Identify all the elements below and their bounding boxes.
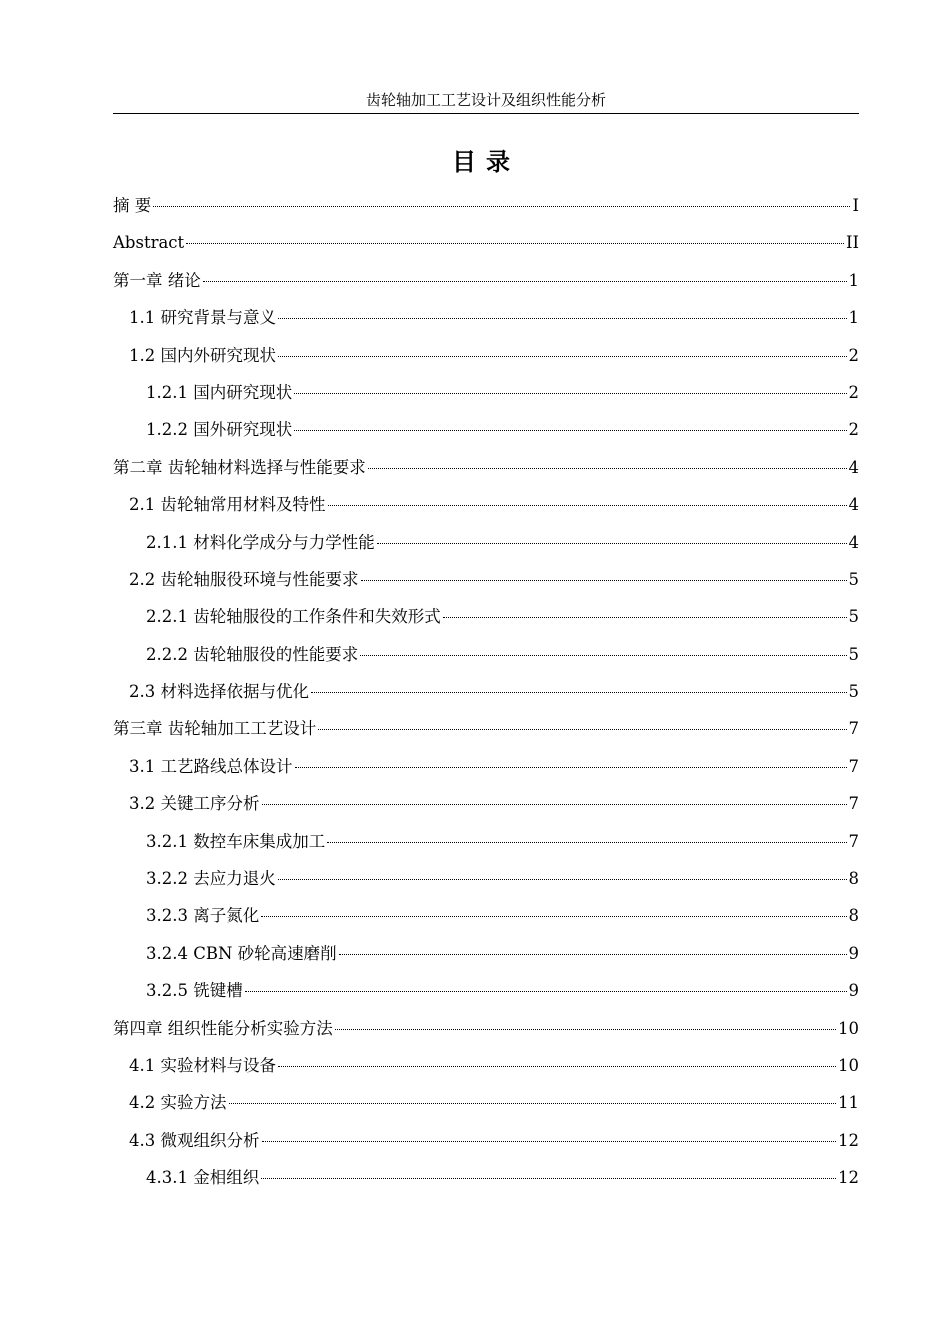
toc-entry[interactable] (113, 1084, 859, 1121)
toc-entry-label: 2.1 齿轮轴常用材料及特性 (129, 495, 326, 515)
toc-entry[interactable] (113, 1047, 859, 1084)
toc-dot-leader (294, 430, 846, 431)
toc-entry-label: 2.2 齿轮轴服役环境与性能要求 (129, 569, 359, 589)
toc-entry-label: 4.3 微观组织分析 (129, 1130, 260, 1150)
toc-entry-page: I (852, 196, 859, 215)
toc-dot-leader (327, 842, 846, 843)
toc-entry-label: Abstract (113, 233, 185, 253)
toc-entry-page: 4 (848, 532, 859, 552)
toc-entry[interactable] (113, 710, 859, 747)
toc-entry-page: 2 (848, 420, 859, 440)
toc-entry-page: 5 (848, 607, 859, 627)
toc-entry[interactable] (113, 935, 859, 972)
toc-entry[interactable] (113, 673, 859, 710)
toc-entry-label: 1.2 国内外研究现状 (129, 345, 276, 365)
toc-entry[interactable] (113, 374, 859, 411)
toc-entry[interactable] (113, 897, 859, 934)
toc-entry-label: 3.2.3 离子氮化 (146, 906, 260, 926)
toc-dot-leader (186, 243, 844, 244)
toc-entry[interactable] (113, 449, 859, 486)
toc-entry-label: 第一章 绪论 (113, 270, 201, 290)
toc-dot-leader (261, 1178, 836, 1179)
toc-dot-leader (311, 692, 847, 693)
toc-dot-leader (278, 318, 847, 319)
toc-entry[interactable] (113, 598, 859, 635)
toc-entry-label: 3.2.4 CBN 砂轮高速磨削 (146, 943, 337, 963)
toc-entry-label: 2.3 材料选择依据与优化 (129, 682, 309, 702)
toc-entry[interactable] (113, 1010, 859, 1047)
toc-entry-page: 12 (838, 1130, 859, 1150)
toc-entry-label: 3.2.2 去应力退火 (146, 869, 276, 889)
toc-entry-page: 5 (848, 569, 859, 589)
toc-entry-page: 7 (848, 719, 859, 739)
toc-entry[interactable] (113, 561, 859, 598)
toc-entry-page: 11 (838, 1093, 859, 1113)
toc-entry-page: 7 (848, 794, 859, 814)
toc-entry-label: 2.2.2 齿轮轴服役的性能要求 (146, 644, 359, 664)
toc-entry[interactable] (113, 411, 859, 448)
toc-entry-label: 第四章 组织性能分析实验方法 (113, 1018, 333, 1038)
toc-entry-page: 10 (838, 1018, 859, 1038)
toc-entry[interactable] (113, 636, 859, 673)
toc-entry-page: 7 (848, 756, 859, 776)
header-rule (113, 113, 859, 114)
toc-dot-leader (295, 767, 847, 768)
toc-entry-page: II (845, 233, 859, 253)
toc-entry[interactable] (113, 187, 859, 224)
toc-entry[interactable] (113, 486, 859, 523)
toc-dot-leader (278, 1066, 836, 1067)
toc-entry-page: 1 (848, 270, 859, 290)
toc-entry-page: 5 (848, 644, 859, 664)
toc-entry[interactable] (113, 748, 859, 785)
toc-entry-page: 1 (848, 308, 859, 328)
toc-dot-leader (203, 281, 847, 282)
running-header: 齿轮轴加工工艺设计及组织性能分析 (365, 91, 606, 109)
toc-entry-page: 2 (848, 345, 859, 365)
toc-dot-leader (278, 356, 847, 357)
toc-entry-label: 摘 要 (113, 196, 152, 215)
toc-dot-leader (377, 543, 847, 544)
toc-entry[interactable] (113, 524, 859, 561)
toc-entry[interactable] (113, 299, 859, 336)
toc-entry[interactable] (113, 972, 859, 1009)
toc-dot-leader (335, 1029, 836, 1030)
toc-entry[interactable] (113, 785, 859, 822)
toc-entry-label: 3.1 工艺路线总体设计 (129, 756, 293, 776)
toc-dot-leader (339, 954, 847, 955)
toc-dot-leader (361, 580, 847, 581)
toc-entry-label: 4.2 实验方法 (129, 1093, 227, 1113)
toc-dot-leader (328, 505, 847, 506)
toc-dot-leader (360, 655, 846, 656)
toc-dot-leader (294, 393, 846, 394)
toc-entry-label: 3.2.1 数控车床集成加工 (146, 831, 326, 851)
toc-entry-label: 第二章 齿轮轴材料选择与性能要求 (113, 457, 366, 477)
toc-entry-label: 2.2.1 齿轮轴服役的工作条件和失效形式 (146, 607, 441, 627)
toc-entry[interactable] (113, 823, 859, 860)
toc-entry-label: 第三章 齿轮轴加工工艺设计 (113, 719, 317, 739)
toc-entry-page: 8 (848, 869, 859, 889)
toc-entry[interactable] (113, 1122, 859, 1159)
toc-dot-leader (262, 1141, 837, 1142)
toc-dot-leader (245, 991, 847, 992)
toc-entry-label: 2.1.1 材料化学成分与力学性能 (146, 532, 375, 552)
toc-entry[interactable] (113, 337, 859, 374)
toc-entry-page: 9 (848, 943, 859, 963)
toc-entry-page: 4 (848, 495, 859, 515)
toc-dot-leader (368, 468, 847, 469)
toc-dot-leader (262, 804, 847, 805)
toc-dot-leader (443, 617, 847, 618)
toc-entry[interactable] (113, 860, 859, 897)
toc-dot-leader (153, 206, 850, 207)
toc-entry-page: 5 (848, 682, 859, 702)
toc-entry-page: 7 (848, 831, 859, 851)
toc-entry-page: 10 (838, 1055, 859, 1075)
toc-entry-page: 4 (848, 457, 859, 477)
toc-entry-page: 12 (838, 1168, 859, 1188)
toc-dot-leader (318, 729, 846, 730)
toc-dot-leader (261, 916, 846, 917)
toc-dot-leader (229, 1103, 837, 1104)
toc-entry-label: 1.2.1 国内研究现状 (146, 382, 293, 402)
toc-entry-page: 9 (848, 981, 859, 1001)
toc-entry-label: 3.2.5 铣键槽 (146, 981, 243, 1001)
toc-entry-page: 8 (848, 906, 859, 926)
toc-entry-label: 4.1 实验材料与设备 (129, 1055, 276, 1075)
toc-entry[interactable] (113, 1159, 859, 1196)
toc-entry-label: 4.3.1 金相组织 (146, 1168, 260, 1188)
toc-dot-leader (278, 879, 847, 880)
toc-entry[interactable] (113, 262, 859, 299)
toc-entry-label: 1.1 研究背景与意义 (129, 308, 276, 328)
toc-entry-page: 2 (848, 382, 859, 402)
toc-entry-label: 3.2 关键工序分析 (129, 794, 260, 814)
toc-entry-label: 1.2.2 国外研究现状 (146, 420, 293, 440)
toc-entry[interactable] (113, 224, 859, 261)
table-of-contents (113, 187, 859, 1197)
toc-title: 目录 (452, 147, 520, 176)
